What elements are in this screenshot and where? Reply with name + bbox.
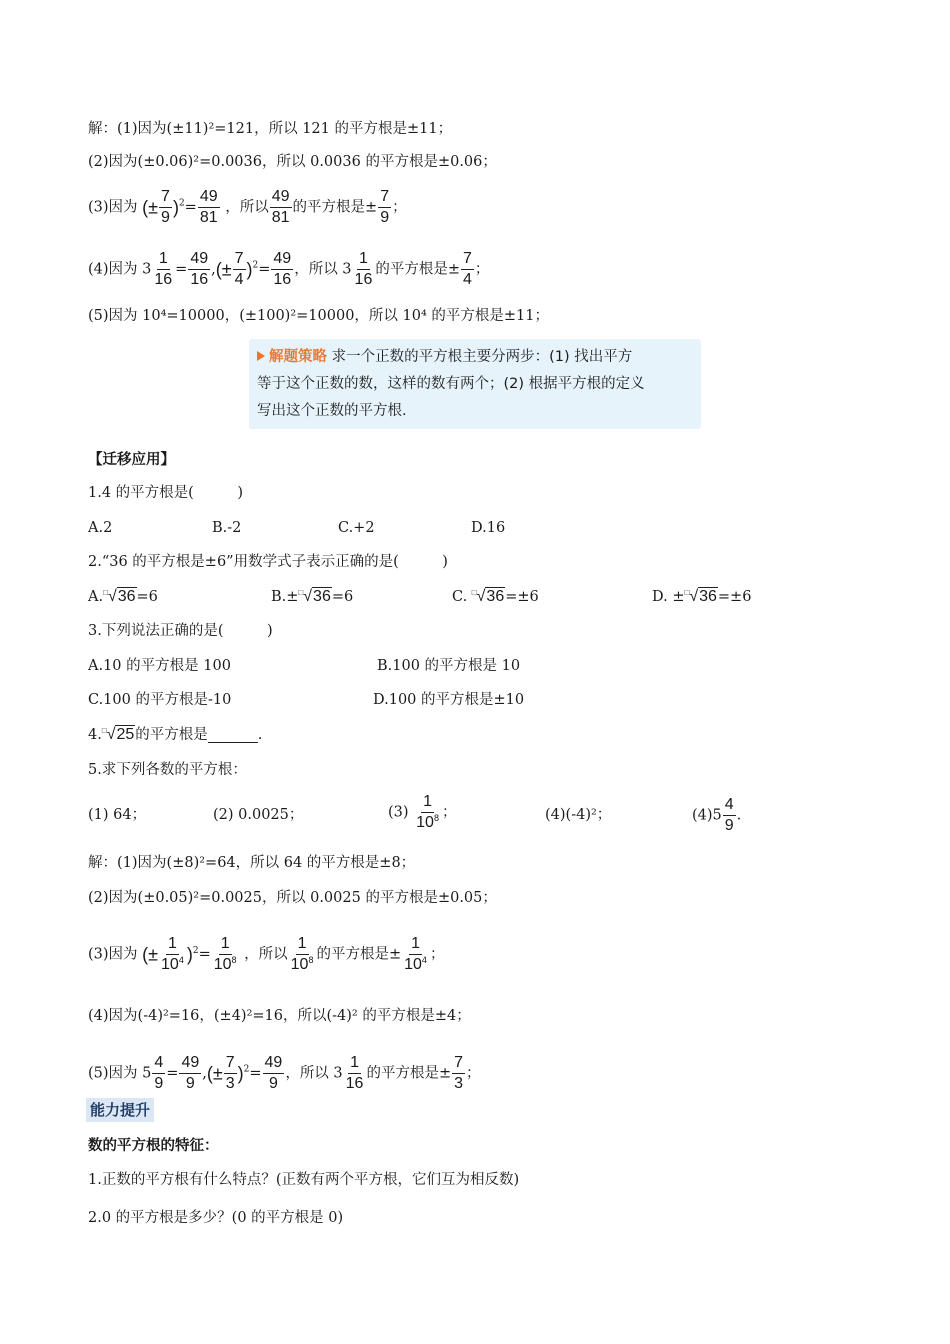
q5-part-4: (4)(-4)²； [545, 807, 612, 823]
paren-open: (± [206, 1063, 223, 1084]
feature-item-2: 2.0 的平方根是多少？(0 的平方根是 0) [88, 1210, 344, 1226]
radicand: 36 [117, 588, 136, 605]
tip-line-1 [257, 344, 695, 371]
fraction [402, 935, 429, 974]
option-value: =6 [136, 589, 158, 606]
denominator: 3 [225, 1075, 235, 1092]
text-segment: 的平方根是± [375, 261, 460, 278]
text-segment: (3)因为 [88, 946, 138, 963]
denominator: $10^8$ [416, 812, 439, 831]
denominator: 9 [185, 1075, 195, 1092]
numerator: 1 [157, 250, 170, 270]
text-segment: 的平方根是± [316, 946, 402, 963]
solution-b-line-4: (4)因为(-4)²=16，(±4)²=16，所以(-4)² 的平方根是±4； [88, 1008, 471, 1024]
q3-stem: 3.下列说法正确的是( ) [88, 623, 273, 639]
solution-b-line-5: (5)因为 5 $\frac{4}{9}$ = $\frac{49}{9}$ ,(± $\frac{7}{3}$ )$^2$= $\frac{49}{9}$ ，所以 3 $\frac{1}{16}$ 的平方根是± $\frac{7}{3}$ ； [88, 1054, 481, 1092]
features-title: 数的平方根的特征： [88, 1138, 219, 1154]
numerator: 49 [179, 1054, 201, 1074]
denominator: 16 [154, 271, 173, 288]
fraction [188, 250, 210, 289]
numerator: 7 [461, 250, 474, 270]
fraction [159, 935, 186, 974]
fraction [224, 1054, 237, 1093]
tip-text: 求一个正数的平方根主要分两步：(1) 找出平方 [327, 349, 633, 365]
numerator: 1 [357, 250, 370, 270]
q5-part-1: (1) 64； [88, 807, 147, 823]
part-label: (3) [388, 804, 409, 821]
strategy-tip-box [249, 339, 701, 429]
numerator: 1 [409, 935, 422, 955]
q1-option-a: A.2 [88, 520, 113, 536]
numerator: 1 [219, 935, 232, 955]
radical: □√25 [101, 726, 135, 744]
solution-a-line-1: 解：(1)因为(±11)²=121，所以 121 的平方根是±11； [88, 121, 453, 137]
fraction [152, 1054, 165, 1093]
option-label: A. [88, 589, 104, 606]
numerator: 7 [159, 188, 172, 208]
text-segment: (4)因为 3 [88, 261, 152, 278]
fraction [414, 793, 441, 832]
q4-text: 的平方根是 [135, 727, 208, 744]
text-segment: 所以 3 [308, 261, 352, 278]
radicand: 36 [313, 588, 331, 605]
solution-b-line-2: (2)因为(±0.05)²=0.0025，所以 0.0025 的平方根是±0.05； [88, 890, 497, 906]
tip-title: 解题策略 [269, 349, 327, 365]
exponent: 2 [178, 198, 185, 209]
q5-stem: 5.求下列各数的平方根： [88, 762, 247, 778]
denominator: $10^4$ [404, 954, 427, 973]
option-value: =±6 [717, 589, 752, 606]
denominator: 9 [268, 1075, 278, 1092]
fraction [179, 1054, 201, 1093]
radicand: 25 [116, 726, 135, 743]
option-label: C. [452, 589, 468, 606]
fraction [271, 250, 293, 289]
denominator: 3 [454, 1075, 464, 1092]
denominator: $10^4$ [161, 954, 184, 973]
q4-end: . [257, 727, 263, 744]
numerator: 1 [348, 1054, 361, 1074]
radical: □√36 [471, 588, 505, 606]
fraction [159, 188, 172, 227]
denominator: 4 [234, 271, 244, 288]
denominator: 9 [161, 209, 170, 226]
paren-open: (± [215, 259, 232, 280]
denominator: 16 [354, 271, 373, 288]
q5-part-3: (3) $\frac{1}{10^8}$ ； [388, 793, 457, 831]
text-segment: 所以 3 [299, 1065, 343, 1082]
numerator: 49 [271, 250, 293, 270]
fraction [233, 250, 246, 289]
q1-option-c: C.+2 [338, 520, 375, 536]
numerator: 1 [166, 935, 179, 955]
fraction [353, 250, 375, 289]
paren-close: ) [186, 944, 193, 965]
paren-close: ) [246, 259, 253, 280]
q5-part-2: (2) 0.0025； [213, 807, 304, 823]
fraction [452, 1054, 465, 1093]
q3-option-a: A.10 的平方根是 100 [88, 658, 231, 674]
answer-blank[interactable] [208, 728, 258, 743]
paren-close: ) [172, 197, 179, 218]
exponent: 2 [192, 945, 199, 956]
paren-open: (± [142, 944, 159, 965]
numerator: 7 [378, 188, 391, 208]
option-value: =±6 [505, 589, 539, 606]
numerator: 7 [452, 1054, 465, 1074]
q4-line [88, 724, 262, 745]
numerator: 1 [296, 935, 309, 955]
fraction [263, 1054, 285, 1093]
fraction [378, 188, 391, 227]
denominator: 9 [724, 817, 734, 834]
numerator: 1 [421, 793, 434, 813]
solution-a-line-4: (4)因为 3 $\frac{1}{16}$ = $\frac{49}{16}$ ,(± $\frac{7}{4}$ )$^2$= $\frac{49}{16}$ ，所以 3 $\frac{1}{16}$ 的平方根是± $\frac{7}{4}$ ； [88, 250, 490, 288]
fraction [270, 188, 292, 227]
radical: □√36 [684, 588, 717, 606]
q1-option-d: D.16 [471, 520, 506, 536]
option-label: D. ± [652, 589, 685, 606]
numerator: 4 [723, 796, 736, 816]
text-segment: 的平方根是± [366, 1065, 452, 1082]
paren-close: ) [237, 1063, 244, 1084]
numerator: 7 [233, 250, 246, 270]
solution-b-line-1: 解：(1)因为(±8)²=64，所以 64 的平方根是±8； [88, 855, 416, 871]
text-segment: (5)因为 5 [88, 1065, 152, 1082]
feature-item-1: 1.正数的平方根有什么特点？(正数有两个平方根，它们互为相反数) [88, 1172, 520, 1188]
option-label: B.± [271, 589, 299, 606]
fraction [344, 1054, 366, 1093]
solution-b-line-3: (3)因为 (± $\frac{1}{10^4}$ )$^2$= $\frac{1}{10^8}$ ，所以 $\frac{1}{10^8}$ 的平方根是± $\frac{1}{10^4}$ ； [88, 935, 445, 973]
fraction [212, 935, 239, 974]
radical: □√36 [298, 588, 331, 606]
denominator: 9 [380, 209, 390, 226]
section-heading-transfer: 【迁移应用】 [88, 452, 175, 468]
tip-line-2: 等于这个正数的数，这样的数有两个；(2) 根据平方根的定义 [257, 376, 645, 392]
solution-a-line-3: (3)因为 (± $\frac{7}{9}$ )$^2$= $\frac{49}{81}$ ，所以 $\frac{49}{81}$ 的平方根是± $\frac{7}{9}$ ； [88, 188, 407, 226]
q2-option-b [271, 586, 353, 607]
exponent: 2 [243, 1064, 250, 1075]
text-segment: 所以 [239, 199, 269, 216]
q3-option-d: D.100 的平方根是±10 [373, 692, 525, 708]
text-segment: ； [474, 261, 490, 278]
numerator: 4 [152, 1054, 165, 1074]
radicand: 36 [486, 588, 505, 605]
numerator: 7 [224, 1054, 237, 1074]
option-value: =6 [331, 589, 354, 606]
numerator: 49 [263, 1054, 285, 1074]
numerator: 49 [188, 250, 210, 270]
exponent: 2 [252, 260, 259, 271]
fraction [723, 796, 736, 835]
numerator: 49 [198, 188, 220, 208]
radicand: 36 [699, 588, 717, 605]
q4-prefix: 4. [88, 727, 102, 744]
text-segment: 所以 [258, 946, 288, 963]
denominator: $10^8$ [213, 954, 237, 973]
q2-option-d [652, 586, 751, 607]
radical: □√36 [103, 588, 136, 606]
text-segment: ； [392, 199, 407, 216]
q3-option-c: C.100 的平方根是-10 [88, 692, 232, 708]
fraction [461, 250, 474, 289]
triangle-arrow-icon [257, 351, 265, 361]
q5-part-5: (4)5 $\frac{4}{9}$ . [692, 796, 742, 834]
solution-a-line-5: (5)因为 10⁴=10000，(±100)²=10000，所以 10⁴ 的平方根是±11； [88, 308, 549, 324]
q3-option-b: B.100 的平方根是 10 [377, 658, 521, 674]
numerator: 49 [270, 188, 292, 208]
text-segment: 的平方根是± [292, 199, 378, 216]
q1-option-b: B.-2 [212, 520, 242, 536]
q2-option-a [88, 586, 158, 607]
denominator: 16 [190, 271, 209, 288]
q1-stem: 1.4 的平方根是( ) [88, 485, 243, 501]
denominator: $10^8$ [290, 954, 314, 973]
denominator: 4 [463, 271, 472, 288]
fraction [198, 188, 220, 227]
denominator: 81 [199, 209, 218, 226]
denominator: 16 [273, 271, 292, 288]
fraction [152, 250, 174, 289]
q2-option-c [452, 586, 539, 607]
fraction [289, 935, 316, 974]
denominator: 16 [345, 1075, 364, 1092]
solution-a-line-2: (2)因为(±0.06)²=0.0036，所以 0.0036 的平方根是±0.06； [88, 154, 497, 170]
denominator: 81 [271, 209, 290, 226]
text-segment: (3)因为 [88, 199, 138, 216]
q2-stem: 2.“36 的平方根是±6”用数学式子表示正确的是( ) [88, 554, 448, 570]
part-label: (4)5 [692, 807, 722, 824]
paren-open: (± [142, 197, 159, 218]
tip-line-3: 写出这个正数的平方根. [257, 403, 407, 419]
section-heading-ability: 能力提升 [86, 1098, 154, 1122]
denominator: 9 [154, 1075, 164, 1092]
